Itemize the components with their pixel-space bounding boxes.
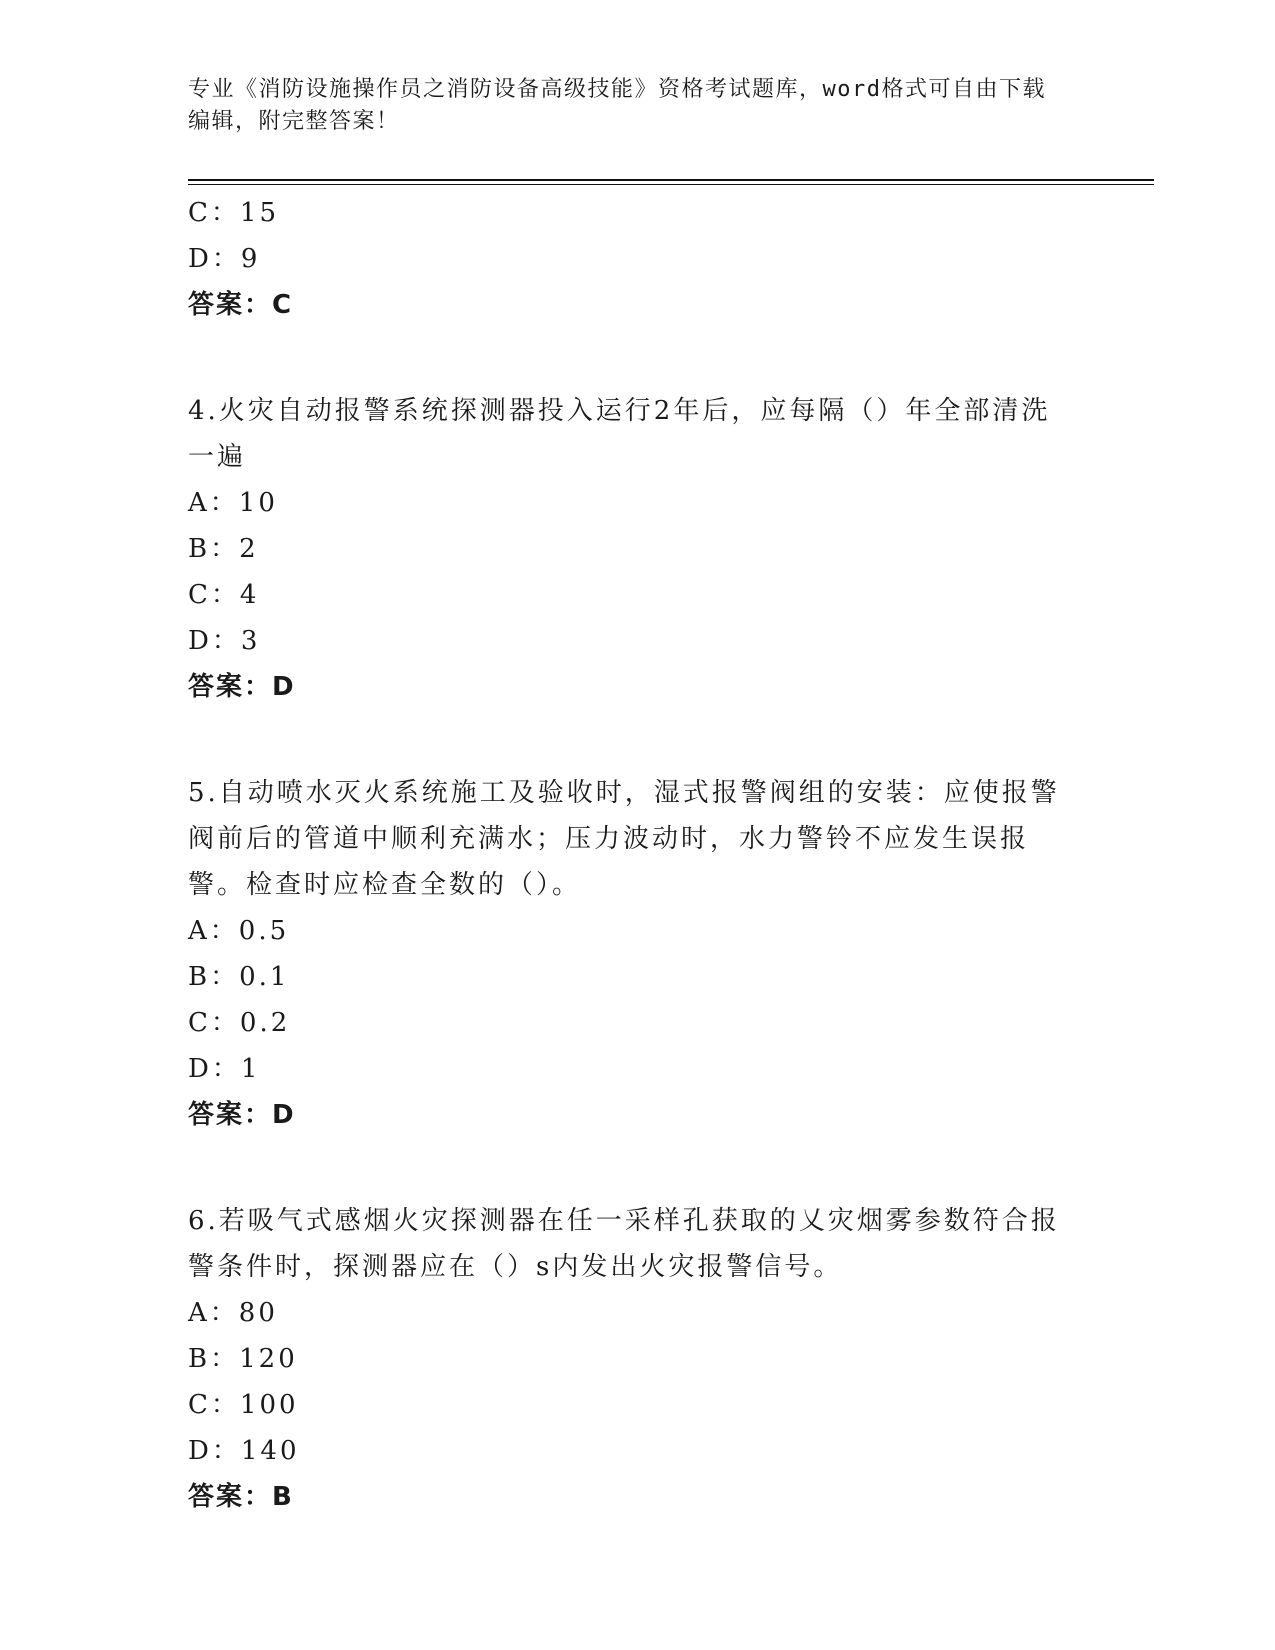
option-label: D xyxy=(188,626,212,656)
answer-line: 答案：B xyxy=(188,1482,294,1512)
option-d: D：1 xyxy=(188,1054,261,1084)
option-label: D xyxy=(188,1054,212,1084)
option-label: A xyxy=(188,488,210,518)
option-value: 140 xyxy=(240,1436,300,1466)
option-value: 120 xyxy=(239,1344,298,1374)
option-d: D：9 xyxy=(188,244,261,274)
option-c: C：100 xyxy=(188,1390,299,1420)
option-d: D：140 xyxy=(188,1436,300,1466)
option-label: C xyxy=(188,580,211,610)
option-label: B xyxy=(188,962,211,992)
option-value: 15 xyxy=(239,198,280,228)
option-a: A：0.5 xyxy=(188,916,290,946)
option-value: 1 xyxy=(240,1054,261,1084)
question-text: 4.火灾自动报警系统探测器投入运行2年后，应每隔（）年全部清洗一遍 xyxy=(188,396,1051,472)
option-label: C xyxy=(188,1008,211,1038)
option-label: C xyxy=(188,1390,211,1420)
option-c: C：0.2 xyxy=(188,1008,291,1038)
option-value: 4 xyxy=(239,580,260,610)
answer-line: 答案：D xyxy=(188,672,296,702)
option-value: 100 xyxy=(239,1390,299,1420)
option-d: D：3 xyxy=(188,626,261,656)
option-a: A：10 xyxy=(188,488,278,518)
option-label: C xyxy=(188,198,211,228)
question-list xyxy=(188,190,1068,1520)
option-label: D xyxy=(188,244,212,274)
option-value: 0.2 xyxy=(239,1008,291,1038)
option-value: 0.5 xyxy=(238,916,290,946)
option-label: D xyxy=(188,1436,212,1466)
option-b: B：120 xyxy=(188,1344,298,1374)
question-block xyxy=(188,1198,1068,1520)
question-block xyxy=(188,388,1068,710)
partial-question xyxy=(188,190,1068,328)
option-a: A：80 xyxy=(188,1298,278,1328)
option-label: B xyxy=(188,534,211,564)
answer-line: 答案：D xyxy=(188,1100,296,1130)
option-b: B：0.1 xyxy=(188,962,290,992)
option-c: C：15 xyxy=(188,198,280,228)
option-c: C：4 xyxy=(188,580,260,610)
answer-line: 答案：C xyxy=(188,290,294,320)
option-label: A xyxy=(188,1298,210,1328)
option-value: 9 xyxy=(240,244,261,274)
option-b: B：2 xyxy=(188,534,259,564)
option-value: 3 xyxy=(240,626,261,656)
option-value: 0.1 xyxy=(239,962,290,992)
document-header: 专业《消防设施操作员之消防设备高级技能》资格考试题库，word格式可自由下载编辑，附完整答案！ xyxy=(188,77,1046,134)
option-value: 10 xyxy=(238,488,278,518)
option-label: B xyxy=(188,1344,211,1374)
option-value: 2 xyxy=(239,534,259,564)
question-text: 5.自动喷水灭火系统施工及验收时，湿式报警阀组的安装：应使报警阀前后的管道中顺利充满水；压力波动时，水力警铃不应发生误报警。检查时应检查全数的（）。 xyxy=(188,778,1060,900)
header-rule-thin xyxy=(188,184,1154,185)
option-value: 80 xyxy=(238,1298,278,1328)
question-text: 6.若吸气式感烟火灾探测器在任一采样孔获取的乂灾烟雾参数符合报警条件时，探测器应在（）s内发出火灾报警信号。 xyxy=(188,1206,1060,1282)
option-label: A xyxy=(188,916,210,946)
header-rule-thick xyxy=(188,179,1154,181)
question-block xyxy=(188,770,1068,1138)
